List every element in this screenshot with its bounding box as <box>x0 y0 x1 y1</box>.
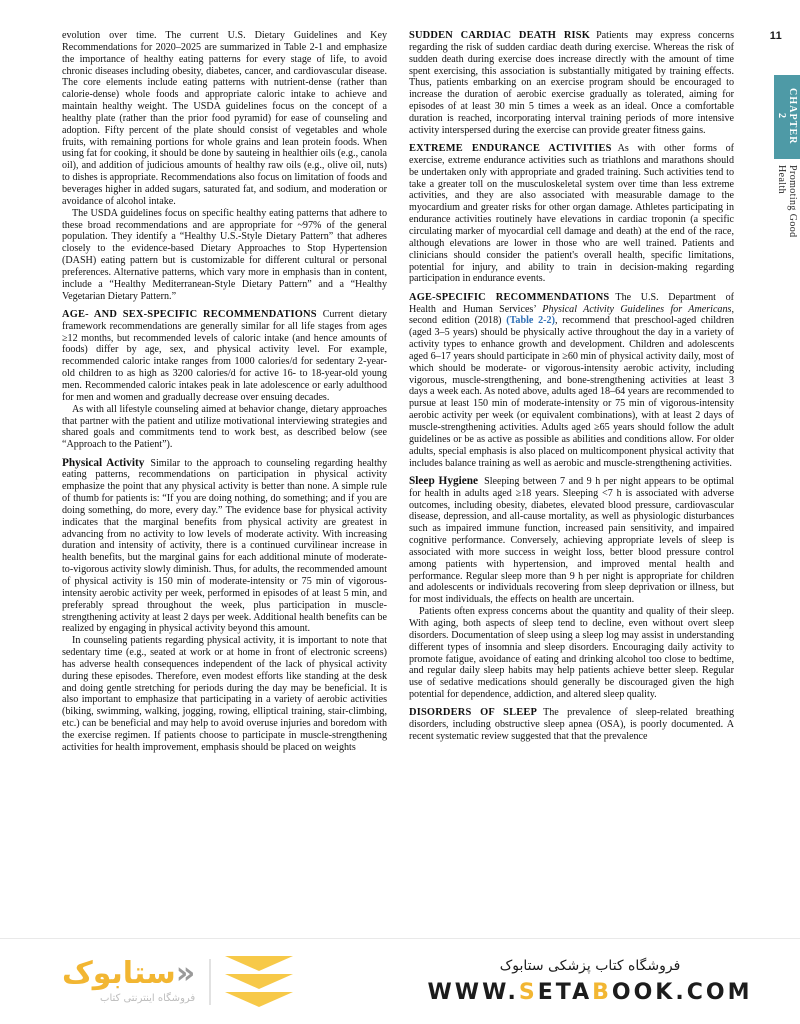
section-extreme-endurance-activities <box>409 143 734 285</box>
paragraph: As with all lifestyle counseling aimed at behavior change, dietary approaches that partner with the patient and utilize motivational interviewing strategies and shared goals and commitments tend to work best, as described below (see “Approach to the Patient”). <box>62 403 387 451</box>
section-physical-activity <box>62 458 387 636</box>
page-number: 11 <box>769 30 782 42</box>
paragraph: The USDA guidelines focus on specific healthy eating patterns that adhere to these broad recommendations and are appropriate for ~97% of the general population. They identify a “Healthy U.S.-Style Dietary Pattern” that adheres closely to the evidence-based Dietary Approaches to Stop Hypertension (DASH) eating pattern but is customizable for different cultural or personal preferences. Alternative patterns, which vary more in emphasis than in content, include a “Healthy Mediterranean-Style Dietary Pattern” and a “Healthy Vegetarian Dietary Pattern.” <box>62 207 387 302</box>
paragraph: Patients often express concerns about the quantity and quality of their sleep. With aging, both aspects of sleep tend to decline, even without overt sleep disorders. Documentation of sleep using a sleep log may assist in understanding different types of insomnia and sleep disorders. Encouraging daily activity to promote fatigue, avoidance of eating and drinking alcohol too close to bedtime, and regular daily sleep habits may help patients achieve better sleep. Regular use of sedative medications should generally be discouraged given the high potential for dependence, addiction, and altered sleep quality. <box>409 606 734 701</box>
right-column <box>409 30 734 935</box>
body-columns <box>62 30 734 935</box>
chapter-title-label: Promoting Good Health <box>776 165 798 238</box>
section-sudden-cardiac-death-risk <box>409 30 734 137</box>
paragraph-text: Similar to the approach to counseling regarding healthy eating patterns, recommendations on participation in physical activity emphasize the point that any physical activity is better than none. A simple rule of thumb for patients is: “If you are doing nothing, do something; and if you are doing something, do more, every day.” The evidence base for physical activity indicates that the marginal benefits from physical activity are greatest in advancing from no activity to low levels of moderate activity. With increasing duration and intensity of activity, there is a continued curvilinear increase in health benefits, but the marginal gains for each additional minute of moderate-to-vigorous activity slowly diminish. Thus, for adults, the recommended amount of physical activity is 150 min of moderate-intensity or 75 min of vigorous-intensity aerobic activity per week, performed in episodes of at least 5 min, and preferably spread throughout the week, plus participation in muscle-strengthening activity at least 2 days per week. Additional health benefits can be realized by engaging in physical activity beyond this amount. <box>62 457 388 635</box>
chevron-shape <box>225 974 293 989</box>
chapter-thumb-tab <box>774 75 800 269</box>
watermark-brand-subtitle: فروشگاه اینترنتی کتاب <box>100 993 196 1004</box>
watermark-brand-accent: ستابوک <box>62 956 176 991</box>
url-segment-b: B <box>592 980 612 1005</box>
watermark-brand-name: «ستابوک <box>62 956 196 991</box>
section-disorders-of-sleep <box>409 707 734 743</box>
heading-physical-activity: Physical Activity <box>62 456 145 469</box>
paragraph-text-b: , second edition (2018) <box>409 303 734 327</box>
paragraph-text: As with other forms of exercise, extreme endurance activities such as triathlons and marathons should be undertaken only with appropriate and graded training. Such activities tend to take a greater toll on the musculoskeletal system over time than less extreme activities, and they are also associated with measurable damage to the myocardium and greater risks for other organ damage. Athletes participating in endurance activities routinely have elevations in cardiac troponin (a specific circulating marker of myocardial cell damage and death) at the end of the race, although elevations are lower in those who are well trained. Patients and clinicians should consider the patient's overall health, specific limitations, potential for injury, and ability to train in decision-making regarding participation in endurance events. <box>409 143 735 285</box>
paragraph: In counseling patients regarding physical activity, it is important to note that sedentary time (e.g., seated at work or at home in front of electronic screens) has adverse health consequences independent of the lack of physical activity during these episodes. Therefore, even modest efforts like standing at the desk and doing gentle stretching for periods during the day may be beneficial. It is also important to emphasize that participating in a variety of aerobic activities (biking, swimming, walking, jogging, rowing, elliptical training, stair-climbing, etc.) can be beneficial and may help to avoid overuse injuries and boredom with the exercise regimen. If patients choose to participate in muscle-strengthening activities for health improvement, emphasis should be placed on weights <box>62 635 387 753</box>
watermark-url[interactable] <box>400 980 780 1005</box>
chevron-shape <box>225 956 293 971</box>
paragraph-text: Patients may express concerns regarding the risk of sudden cardiac death during exercise. Whereas the risk of sudden death during exercise does increase directly with the amount of time spent exercising, this association is substantially mitigated by training effects. Thus, patients embarking on an exercise program should be encouraged to increase the duration of aerobic exercise gradually as tolerated, aiming for episodes of at least 30 min 5 times a week as an ideal. Once a comfortable duration is reached, incorporating interval training periods of more intensive activity interspersed during the exercise can provide greater fitness gains. <box>409 30 734 136</box>
watermark-text-group <box>400 958 800 1005</box>
heading-sleep-hygiene: Sleep Hygiene <box>409 474 479 487</box>
heading-age-specific-recommendations: AGE-SPECIFIC RECOMMENDATIONS <box>409 291 610 303</box>
heading-sudden-cardiac-death-risk: SUDDEN CARDIAC DEATH RISK <box>409 30 591 41</box>
section-age-sex-recommendations <box>62 309 387 404</box>
watermark-footer <box>0 938 800 1024</box>
watermark-divider <box>209 959 211 1005</box>
paragraph-text-a: The U.S. Department of Health and Human Services’ <box>409 291 734 315</box>
url-segment-1: WWW. <box>427 980 519 1005</box>
paragraph-text: Current dietary framework recommendations are generally similar for all life stages from ages ≥12 months, but recommended levels of caloric intake (and hence amounts of foods) differ by age, sex, and physical activity level. For example, recommended caloric intake ranges from 1000 calories/d for sedentary 2-year-old children to as high as 3200 calories/d for active 16- to 18-year-old young men. Recommended caloric intakes peak in late adolescence or early adulthood for men and women and gradually decrease over ensuing decades. <box>62 308 387 403</box>
heading-extreme-endurance-activities: EXTREME ENDURANCE ACTIVITIES <box>409 143 612 155</box>
url-segment-2: ETA <box>537 980 593 1005</box>
watermark-brand-block <box>62 956 196 1004</box>
publication-title-italic: Physical Activity Guidelines for Americans <box>542 303 732 315</box>
url-segment-3: OOK.COM <box>611 980 753 1005</box>
watermark-logo-group <box>0 956 400 1007</box>
table-2-2-crossref-link[interactable]: (Table 2-2) <box>506 315 555 327</box>
paragraph-text: Sleeping between 7 and 9 h per night appears to be optimal for health in adults aged ≥18 years. Sleeping <7 h is associated with adverse outcomes, including obesity, diabetes, elevated blood pressure, cardiovascular disease, depression, and all-cause mortality, as well as physiologic disturbances such as impaired immune function, increased pain sensitivity, and impaired cognitive performance. Conversely, achieving appropriate levels of sleep is associated with more success in weight loss, better blood pressure control among patients with hypertension, and improved mental health and performance. Regular sleep more than 9 h per night is appropriate for children and adolescents or individuals recovering from sleep deprivation or illness, but for most individuals, the effects on health are uncertain. <box>409 475 734 606</box>
paragraph: evolution over time. The current U.S. Dietary Guidelines and Key Recommendations for 2020–2025 are summarized in Table 2-1 and emphasize the importance of healthy eating patterns for every stage of life, to avoid chronic diseases including obesity, diabetes, cancer, and cardiovascular disease. The core elements include eating patterns with nutrient-dense (rather than calorie-dense) whole foods and appropriate caloric intake to achieve and maintain healthy weight. The USDA guidelines focus on the concept of a healthy plate (rather than the prior food pyramid) for ease of counseling and adoption. Fifty percent of the plate should consist of vegetables and whole fruits, with remaining portions for whole grains and lean protein foods. When using fat for cooking, it should be done by sauteing in healthier oils (e.g., canola oil), and addition of judicious amounts of healthy raw oils (e.g., olive oil, nuts) to dishes is appropriate. Recommendations also focus on limitation of foods and beverages higher in added sugars, saturated fat, and sodium, and moderation or avoidance of alcohol intake. <box>62 30 387 207</box>
heading-disorders-of-sleep: DISORDERS OF SLEEP <box>409 707 538 719</box>
section-sleep-hygiene <box>409 476 734 606</box>
heading-age-sex-recommendations: AGE- AND SEX-SPECIFIC RECOMMENDATIONS <box>62 308 317 320</box>
watermark-tagline: فروشگاه کتاب پزشکی ستابوک <box>499 958 681 974</box>
chevron-logo-icon <box>225 956 293 1007</box>
chapter-tab-label: CHAPTER 2 <box>774 75 800 159</box>
url-segment-s: S <box>518 980 538 1005</box>
section-age-specific-recommendations <box>409 292 734 470</box>
paragraph-text-c: , recommend that preschool-aged children (aged 3–5 years) should be physically active throughout the day in a variety of activity types to enhance growth and development. Children and adolescents aged 6–17 years should participate in ≥60 min of physical activity daily, most of which should be moderate- or vigorous-intensity aerobic activity, including vigorous, muscle-strengthening, and bone-strengthening activities at least 3 days a week each. As noted above, adults aged 18–64 years are recommended to pursue at least 150 min of moderate-intensity or 75 min of vigorous-intensity aerobic activity per week (or equivalent combinations), with at least 2 days of muscle-strengthening activities. Adults aged ≥65 years should follow the adult guidelines or be as active as possible as abilities and conditions allow. For older adults, special emphasis is also placed on multicomponent physical activity that includes balance training as well as aerobic and muscle-strengthening activities. <box>409 315 734 469</box>
left-column <box>62 30 387 935</box>
paragraph-text: The prevalence of sleep-related breathing disorders, including obstructive sleep apnea (OSA), is poorly documented. A recent systematic review suggested that that the prevalence <box>409 707 734 743</box>
chevron-shape <box>225 992 293 1007</box>
